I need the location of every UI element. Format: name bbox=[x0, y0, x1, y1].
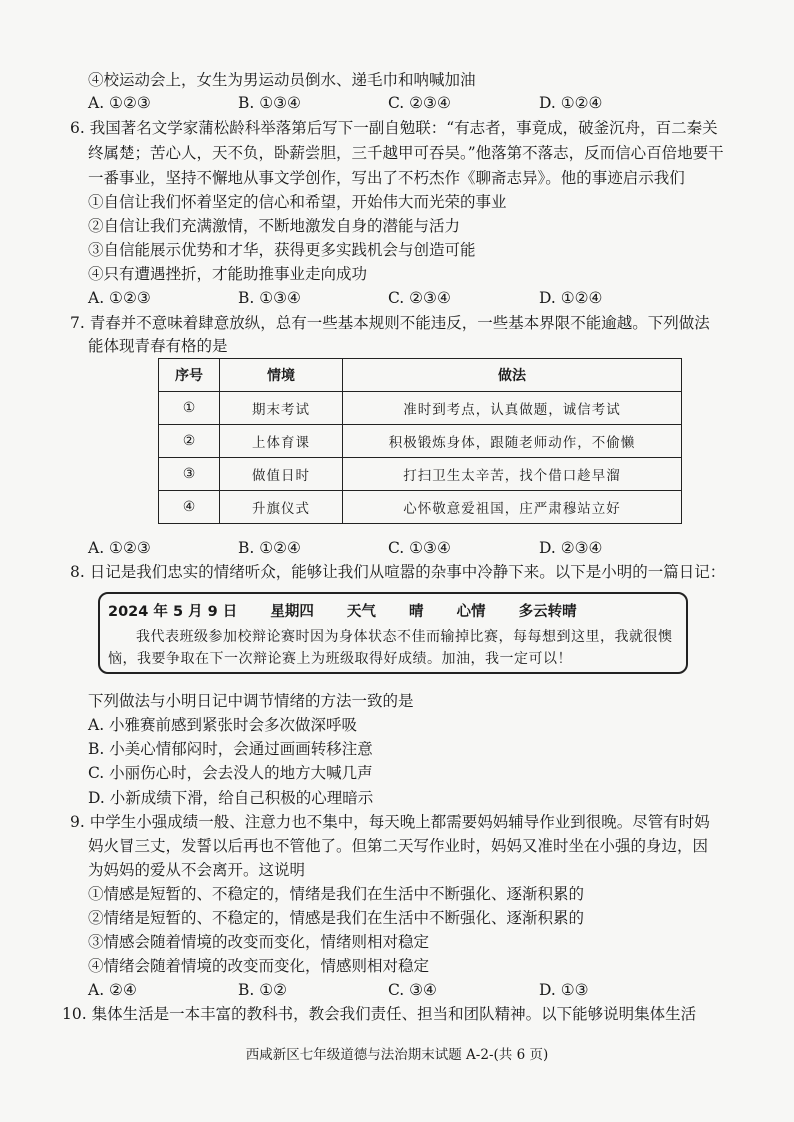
q7-option-d: D. ②③④ bbox=[539, 539, 603, 557]
table-cell-action: 积极锻炼身体，跟随老师动作，不偷懒 bbox=[343, 425, 682, 458]
q9-statement-2: ②情绪是短暂的、不稳定的，情感是我们在生活中不断强化、逐渐积累的 bbox=[88, 909, 585, 927]
q7-options bbox=[88, 538, 788, 558]
table-cell-action: 打扫卫生太辛苦，找个借口趁早溜 bbox=[343, 458, 682, 491]
q9-stem-3: 为妈妈的爱从不会离开。这说明 bbox=[88, 861, 306, 879]
table-header-context: 情境 bbox=[220, 359, 343, 392]
q9-option-c: C. ③④ bbox=[388, 981, 437, 999]
q7-option-c: C. ①③④ bbox=[388, 539, 451, 557]
q9-statement-3: ③情感会随着情境的改变而变化，情绪则相对稳定 bbox=[88, 933, 430, 951]
table-row bbox=[159, 392, 682, 425]
table-cell-action: 心怀敬意爱祖国，庄严肃穆站立好 bbox=[343, 491, 682, 524]
q8-stem: 8. 日记是我们忠实的情绪听众，能够让我们从喧嚣的杂事中冷静下来。以下是小明的一篇日记： bbox=[70, 563, 726, 581]
table-cell-context: 期末考试 bbox=[220, 392, 343, 425]
q6-option-c: C. ②③④ bbox=[388, 289, 451, 307]
q9-option-b: B. ①② bbox=[238, 981, 288, 999]
q7-option-a: A. ①②③ bbox=[88, 539, 151, 557]
table-row bbox=[159, 491, 682, 524]
q6-statement-4: ④只有遭遇挫折，才能助推事业走向成功 bbox=[88, 265, 368, 283]
q7-stem-1: 7. 青春并不意味着肆意放纵，总有一些基本规则不能违反，一些基本界限不能逾越。下列做法 bbox=[70, 314, 710, 332]
q8-question: 下列做法与小明日记中调节情绪的方法一致的是 bbox=[88, 692, 414, 710]
diary-mood-label: 心情 bbox=[456, 604, 486, 620]
diary-weather: 晴 bbox=[408, 604, 424, 620]
q6-statement-2: ②自信让我们充满激情，不断地激发自身的潜能与活力 bbox=[88, 217, 461, 235]
q9-options bbox=[88, 980, 788, 1000]
table-cell-index: ② bbox=[159, 425, 220, 458]
page-footer: 西咸新区七年级道德与法治期末试题 A-2-(共 6 页) bbox=[245, 1047, 549, 1063]
q9-stem-1: 9. 中学生小强成绩一般、注意力也不集中，每天晚上都需要妈妈辅导作业到很晚。尽管有时妈 bbox=[70, 813, 710, 831]
q6-statement-1: ①自信让我们怀着坚定的信心和希望，开始伟大而光荣的事业 bbox=[88, 193, 507, 211]
diary-weather-label: 天气 bbox=[346, 604, 376, 620]
diary-body: 我代表班级参加校辩论赛时因为身体状态不佳而输掉比赛，每每想到这里，我就很懊恼，我要争取在下一次辩论赛上为班级取得好成绩。加油，我一定可以！ bbox=[108, 629, 673, 667]
table-cell-context: 升旗仪式 bbox=[220, 491, 343, 524]
q5-option-b: B. ①③④ bbox=[238, 94, 301, 112]
table-cell-index: ① bbox=[159, 392, 220, 425]
table-cell-index: ③ bbox=[159, 458, 220, 491]
q5-options bbox=[88, 93, 788, 113]
q8-option-b: B. 小美心情郁闷时，会通过画画转移注意 bbox=[88, 740, 373, 758]
q5-statement-4: ④校运动会上，女生为男运动员倒水、递毛巾和呐喊加油 bbox=[88, 71, 476, 89]
table-row bbox=[159, 425, 682, 458]
q7-option-b: B. ①②④ bbox=[238, 539, 301, 557]
diary-mood: 多云转晴 bbox=[518, 604, 577, 620]
q9-option-a: A. ②④ bbox=[88, 981, 137, 999]
q6-options bbox=[88, 288, 788, 308]
q6-option-a: A. ①②③ bbox=[88, 289, 151, 307]
diary-header bbox=[108, 600, 605, 621]
q9-option-d: D. ①③ bbox=[539, 981, 589, 999]
diary-text bbox=[108, 626, 680, 670]
q5-option-a: A. ①②③ bbox=[88, 94, 151, 112]
q6-statement-3: ③自信能展示优势和才华，获得更多实践机会与创造可能 bbox=[88, 241, 476, 259]
q7-table bbox=[158, 358, 682, 524]
table-cell-index: ④ bbox=[159, 491, 220, 524]
q5-option-d: D. ①②④ bbox=[539, 94, 603, 112]
q9-stem-2: 妈火冒三丈，发誓以后再也不管他了。但第二天写作业时，妈妈又准时坐在小强的身边，因 bbox=[88, 837, 709, 855]
q9-statement-1: ①情感是短暂的、不稳定的，情绪是我们在生活中不断强化、逐渐积累的 bbox=[88, 885, 585, 903]
table-cell-context: 做值日时 bbox=[220, 458, 343, 491]
table-header-row bbox=[159, 359, 682, 392]
q6-stem-3: 一番事业，坚持不懈地从事文学创作，写出了不朽杰作《聊斋志异》。他的事迹启示我们 bbox=[88, 169, 685, 187]
table-header-action: 做法 bbox=[343, 359, 682, 392]
q6-stem-2: 终属楚；苦心人，天不负，卧薪尝胆，三千越甲可吞吴。”他落第不落志，反而信心百倍地要干 bbox=[88, 144, 724, 162]
q6-option-d: D. ①②④ bbox=[539, 289, 603, 307]
q8-option-d: D. 小新成绩下滑，给自己积极的心理暗示 bbox=[88, 789, 374, 807]
q6-stem-1: 6. 我国著名文学家蒲松龄科举落第后写下一副自勉联：“有志者，事竟成，破釜沉舟，百二秦关 bbox=[70, 119, 718, 137]
diary-weekday: 星期四 bbox=[270, 604, 314, 620]
diary-box bbox=[98, 592, 688, 674]
q10-stem: 10. 集体生活是一本丰富的教科书，教会我们责任、担当和团队精神。以下能够说明集体生活 bbox=[62, 1005, 697, 1023]
q8-option-c: C. 小丽伤心时，会去没人的地方大喊几声 bbox=[88, 764, 373, 782]
table-cell-action: 准时到考点，认真做题，诚信考试 bbox=[343, 392, 682, 425]
table-cell-context: 上体育课 bbox=[220, 425, 343, 458]
diary-date: 2024 年 5 月 9 日 bbox=[108, 604, 238, 620]
table-row bbox=[159, 458, 682, 491]
q6-option-b: B. ①③④ bbox=[238, 289, 301, 307]
q5-option-c: C. ②③④ bbox=[388, 94, 451, 112]
q9-statement-4: ④情绪会随着情境的改变而变化，情感则相对稳定 bbox=[88, 957, 430, 975]
q7-stem-2: 能体现青春有格的是 bbox=[88, 337, 228, 355]
table-header-index: 序号 bbox=[159, 359, 220, 392]
q8-option-a: A. 小雅赛前感到紧张时会多次做深呼吸 bbox=[88, 716, 358, 734]
